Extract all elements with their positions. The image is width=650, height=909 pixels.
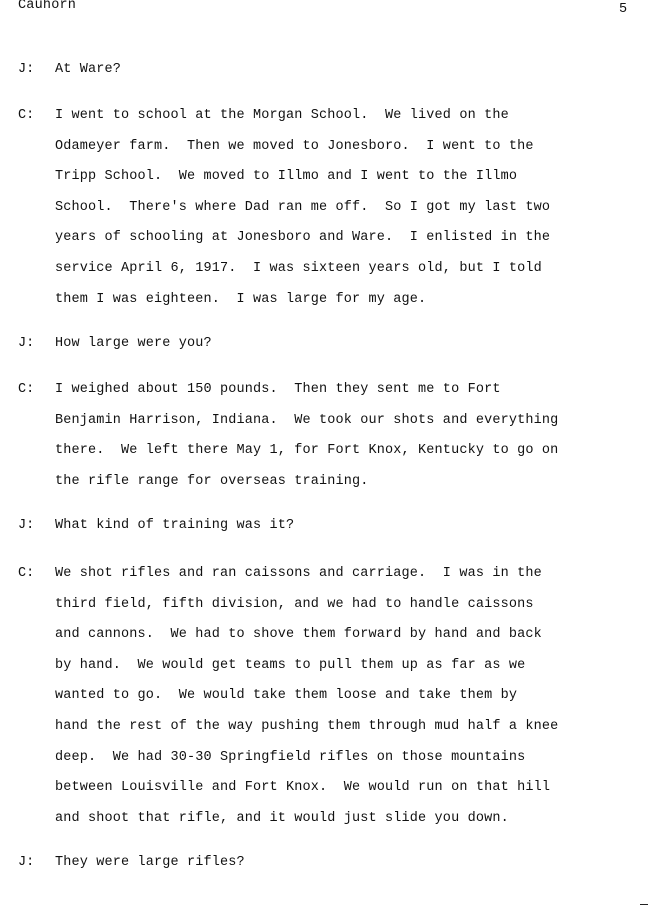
speaker-label: C: — [18, 382, 35, 397]
text-line: How large were you? — [55, 336, 212, 351]
text-line: I went to school at the Morgan School. We lived on the — [55, 108, 509, 123]
header-interviewee-name: Cauhorn — [18, 0, 77, 13]
text-line: years of schooling at Jonesboro and Ware. I enlisted in the — [55, 230, 551, 246]
text-line: They were large rifles? — [55, 855, 245, 870]
text-line: deep. We had 30-30 Springfield rifles on those mountains — [55, 749, 526, 765]
text-line: School. There's where Dad ran me off. So I got my last two — [55, 199, 551, 215]
text-line: hand the rest of the way pushing them through mud half a knee — [55, 718, 559, 734]
speaker-label: C: — [18, 566, 35, 581]
text-line: and shoot that rifle, and it would just slide you down. — [55, 810, 509, 826]
scan-edge-mark — [640, 904, 648, 905]
text-line: by hand. We would get teams to pull them up as far as we — [55, 657, 526, 673]
exchange-text — [55, 518, 635, 549]
page-number: 5 — [619, 2, 628, 17]
text-line: Tripp School. We moved to Illmo and I went to the Illmo — [55, 169, 518, 185]
exchange-text — [55, 566, 635, 841]
text-line: there. We left there May 1, for Fort Knox, Kentucky to go on — [55, 443, 559, 459]
text-line: wanted to go. We would take them loose and take them by — [55, 688, 518, 704]
speaker-label: J: — [18, 62, 35, 77]
text-line: between Louisville and Fort Knox. We would run on that hill — [55, 780, 551, 796]
exchange-text — [55, 62, 635, 93]
text-line: What kind of training was it? — [55, 518, 295, 533]
text-line: service April 6, 1917. I was sixteen years old, but I told — [55, 260, 542, 276]
text-line: We shot rifles and ran caissons and carriage. I was in the — [55, 566, 542, 581]
text-line: I weighed about 150 pounds. Then they sent me to Fort — [55, 382, 501, 397]
speaker-label: J: — [18, 855, 35, 870]
text-line: the rifle range for overseas training. — [55, 473, 369, 489]
exchange-text — [55, 855, 635, 886]
text-line: Odameyer farm. Then we moved to Jonesboro. I went to the — [55, 138, 534, 154]
text-line: them I was eighteen. I was large for my age. — [55, 291, 427, 307]
exchange-text — [55, 336, 635, 367]
speaker-label: J: — [18, 336, 35, 351]
text-line: third field, fifth division, and we had to handle caissons — [55, 596, 534, 612]
text-line: At Ware? — [55, 62, 122, 77]
speaker-label: J: — [18, 518, 35, 533]
exchange-text — [55, 108, 635, 322]
text-line: Benjamin Harrison, Indiana. We took our shots and everything — [55, 412, 559, 428]
text-line: and cannons. We had to shove them forward by hand and back — [55, 627, 542, 643]
speaker-label: C: — [18, 108, 35, 123]
exchange-text — [55, 382, 635, 504]
